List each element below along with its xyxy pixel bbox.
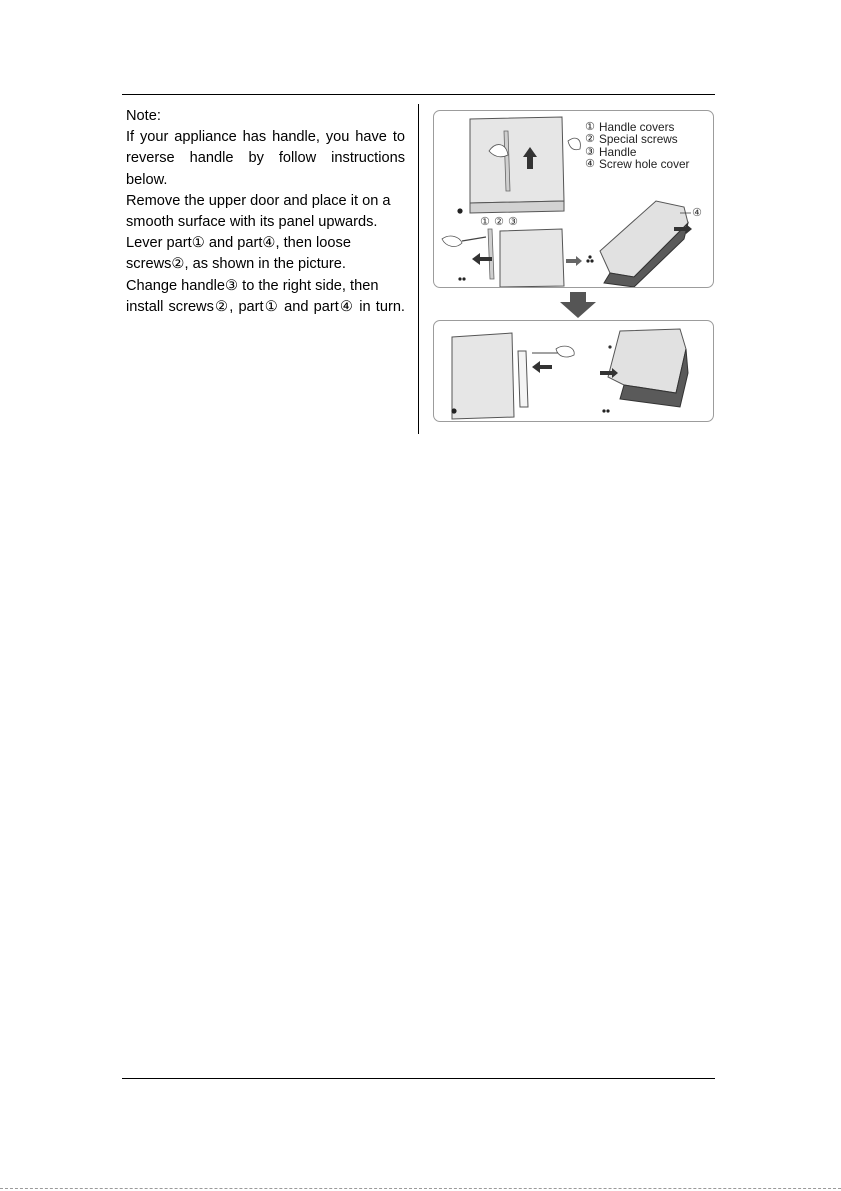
legend-item-2: ② Special screws bbox=[585, 132, 678, 147]
illustration-install-handle bbox=[433, 320, 714, 422]
page-edge bbox=[0, 1188, 841, 1189]
note-line-6: install screws②, part① and part④ in turn. bbox=[126, 298, 405, 315]
footer-rule bbox=[122, 1078, 715, 1079]
note-heading: Note: bbox=[126, 108, 161, 124]
instruction-text bbox=[126, 106, 405, 318]
callout-3: ③ bbox=[508, 215, 518, 228]
column-divider bbox=[418, 104, 419, 434]
install-handle-drawing bbox=[434, 321, 713, 421]
note-paragraph-1: If your appliance has handle, you have to reverse handle by follow instructions below. bbox=[126, 129, 405, 188]
down-arrow-icon bbox=[558, 292, 598, 318]
note-line-2: smooth surface with its panel upwards. bbox=[126, 214, 378, 231]
callout-2: ② bbox=[494, 215, 504, 228]
note-line-4: screws②, as shown in the picture. bbox=[126, 256, 346, 273]
legend-item-3: ③ Handle bbox=[585, 144, 637, 159]
callout-1: ① bbox=[480, 215, 490, 228]
legend-item-4: ④ Screw hole cover bbox=[585, 156, 690, 171]
note-line-3: Lever part① and part④, then loose bbox=[126, 235, 351, 252]
note-line-5: Change handle③ to the right side, then bbox=[126, 277, 379, 294]
callout-4: ④ bbox=[692, 206, 702, 219]
parts-legend bbox=[585, 121, 689, 170]
header-rule bbox=[122, 94, 715, 95]
legend-item-1: ① Handle covers bbox=[585, 120, 675, 134]
note-line-1: Remove the upper door and place it on a bbox=[126, 192, 391, 209]
